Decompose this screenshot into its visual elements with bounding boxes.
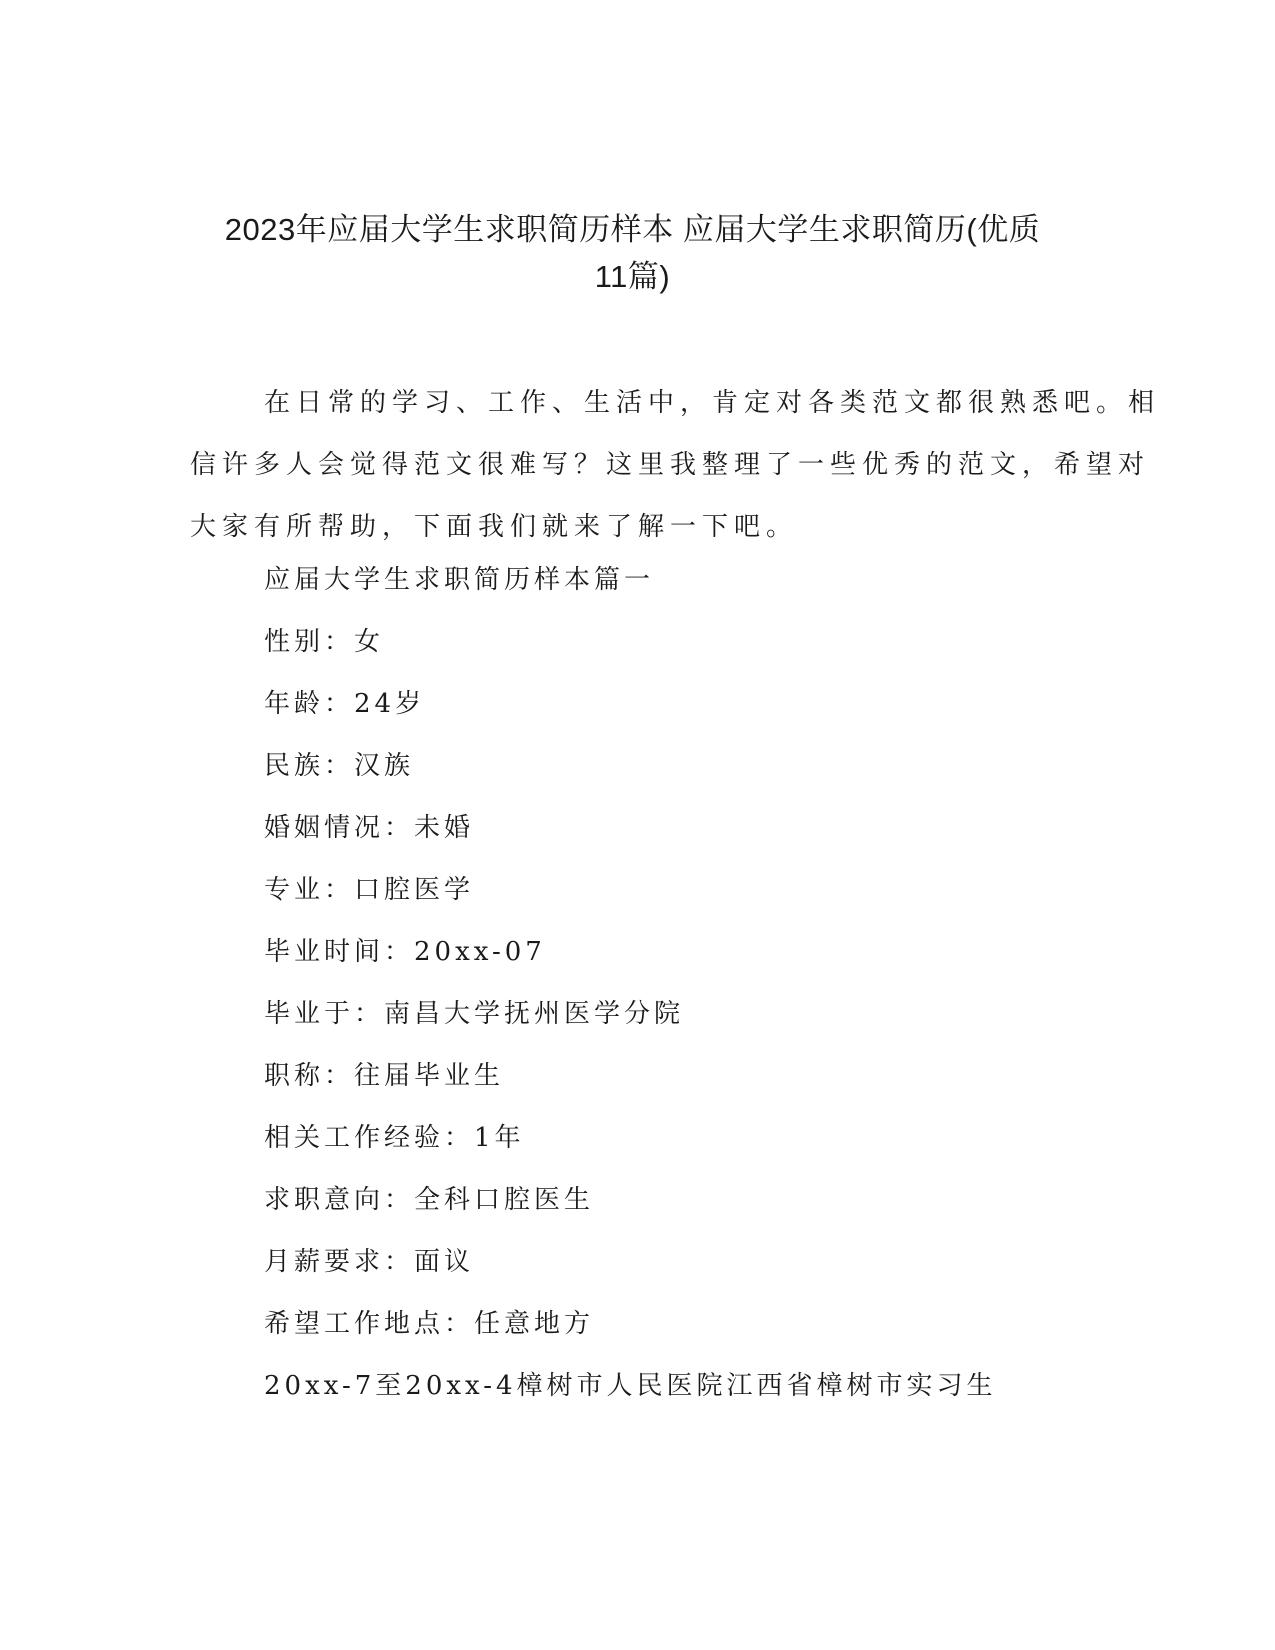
- intro-line-3: 大家有所帮助，下面我们就来了解一下吧。: [190, 512, 799, 542]
- intro-paragraph: [190, 372, 1161, 558]
- field-graduation-date: 毕业时间：20xx-07: [264, 937, 546, 967]
- title-line-2: 11篇): [594, 259, 671, 294]
- field-location: 希望工作地点：任意地方: [264, 1309, 595, 1339]
- field-ethnicity: 民族：汉族: [264, 751, 415, 781]
- section-heading: 应届大学生求职简历样本篇一: [264, 565, 655, 595]
- field-job-intention: 求职意向：全科口腔医生: [264, 1185, 595, 1215]
- field-age: 年龄：24岁: [264, 689, 426, 719]
- intro-line-2: 信许多人会觉得范文很难写？这里我整理了一些优秀的范文，希望对: [190, 450, 1151, 480]
- field-title: 职称：往届毕业生: [264, 1061, 505, 1091]
- title-line-1: 2023年应届大学生求职简历样本 应届大学生求职简历(优质: [224, 212, 1041, 247]
- document-title: [180, 206, 1085, 300]
- intro-line-1: 在日常的学习、工作、生活中，肯定对各类范文都很熟悉吧。相: [264, 388, 1161, 418]
- field-gender: 性别：女: [264, 627, 385, 657]
- field-school: 毕业于：南昌大学抚州医学分院: [264, 999, 685, 1029]
- field-salary: 月薪要求：面议: [264, 1247, 475, 1277]
- field-experience: 相关工作经验：1年: [264, 1123, 525, 1153]
- field-work-history: 20xx-7至20xx-4樟树市人民医院江西省樟树市实习生: [264, 1371, 997, 1401]
- field-major: 专业：口腔医学: [264, 875, 475, 905]
- field-marital-status: 婚姻情况：未婚: [264, 813, 475, 843]
